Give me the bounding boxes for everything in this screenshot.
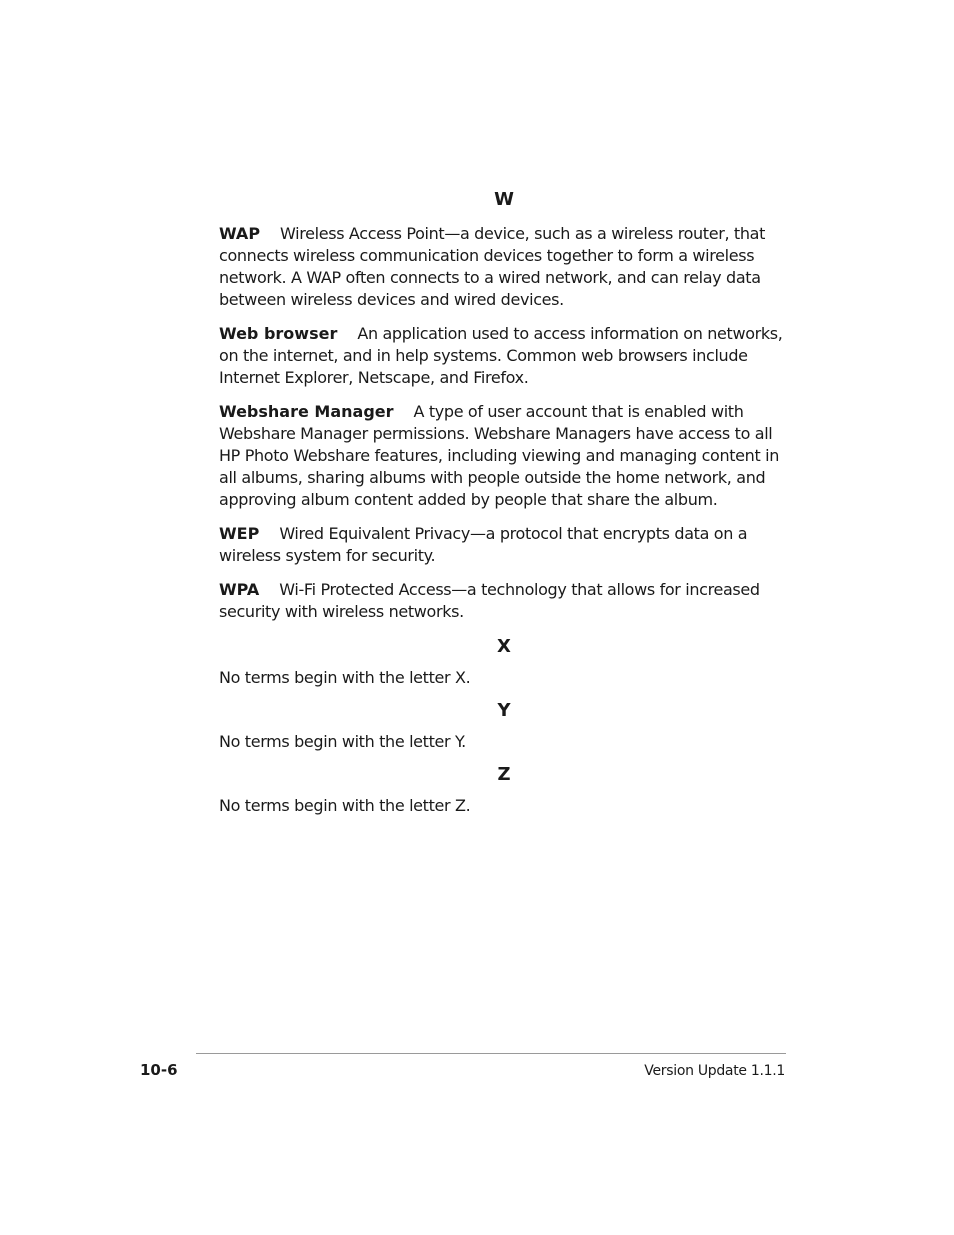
version-label: Version Update 1.1.1 (644, 1063, 785, 1079)
page-number: 10-6 (140, 1061, 178, 1079)
glossary-definition: Wired Equivalent Privacy—a protocol that encrypts data on a wireless system for security. (219, 524, 748, 565)
glossary-content (219, 188, 785, 825)
no-terms-note-y: No terms begin with the letter Y. (219, 732, 466, 751)
glossary-term: Webshare Manager (219, 402, 394, 421)
glossary-term: WPA (219, 580, 260, 599)
glossary-entry-wpa (219, 579, 785, 623)
glossary-entry-web-browser (219, 323, 785, 389)
glossary-definition: A type of user account that is enabled with Webshare Manager permissions. Webshare Managers have access to all HP Photo Webshare features, including viewing and managing content in all albums, sharing albums with people outside the home network, and approving album content added by people that share the album. (219, 402, 779, 509)
no-terms-note-x: No terms begin with the letter X. (219, 668, 471, 687)
letter-heading-x: X (497, 636, 511, 657)
letter-heading-z: Z (497, 764, 511, 785)
glossary-definition: Wi-Fi Protected Access—a technology that allows for increased security with wireless networks. (219, 580, 760, 621)
glossary-definition: Wireless Access Point—a device, such as a wireless router, that connects wireless communication devices together to form a wireless network. A WAP often connects to a wired network, and can relay data between wireless devices and wired devices. (219, 224, 766, 309)
footer-divider (196, 1053, 786, 1054)
glossary-entry-wap (219, 223, 785, 311)
glossary-definition: An application used to access information on networks, on the internet, and in help systems. Common web browsers include Internet Explorer, Netscape, and Firefox. (219, 324, 783, 387)
glossary-term: Web browser (219, 324, 338, 343)
no-terms-note-z: No terms begin with the letter Z. (219, 796, 471, 815)
glossary-entry-webshare-manager (219, 401, 785, 511)
glossary-term: WAP (219, 224, 261, 243)
letter-heading-y: Y (497, 700, 511, 721)
glossary-entry-wep (219, 523, 785, 567)
letter-heading-w: W (494, 189, 514, 210)
glossary-term: WEP (219, 524, 260, 543)
